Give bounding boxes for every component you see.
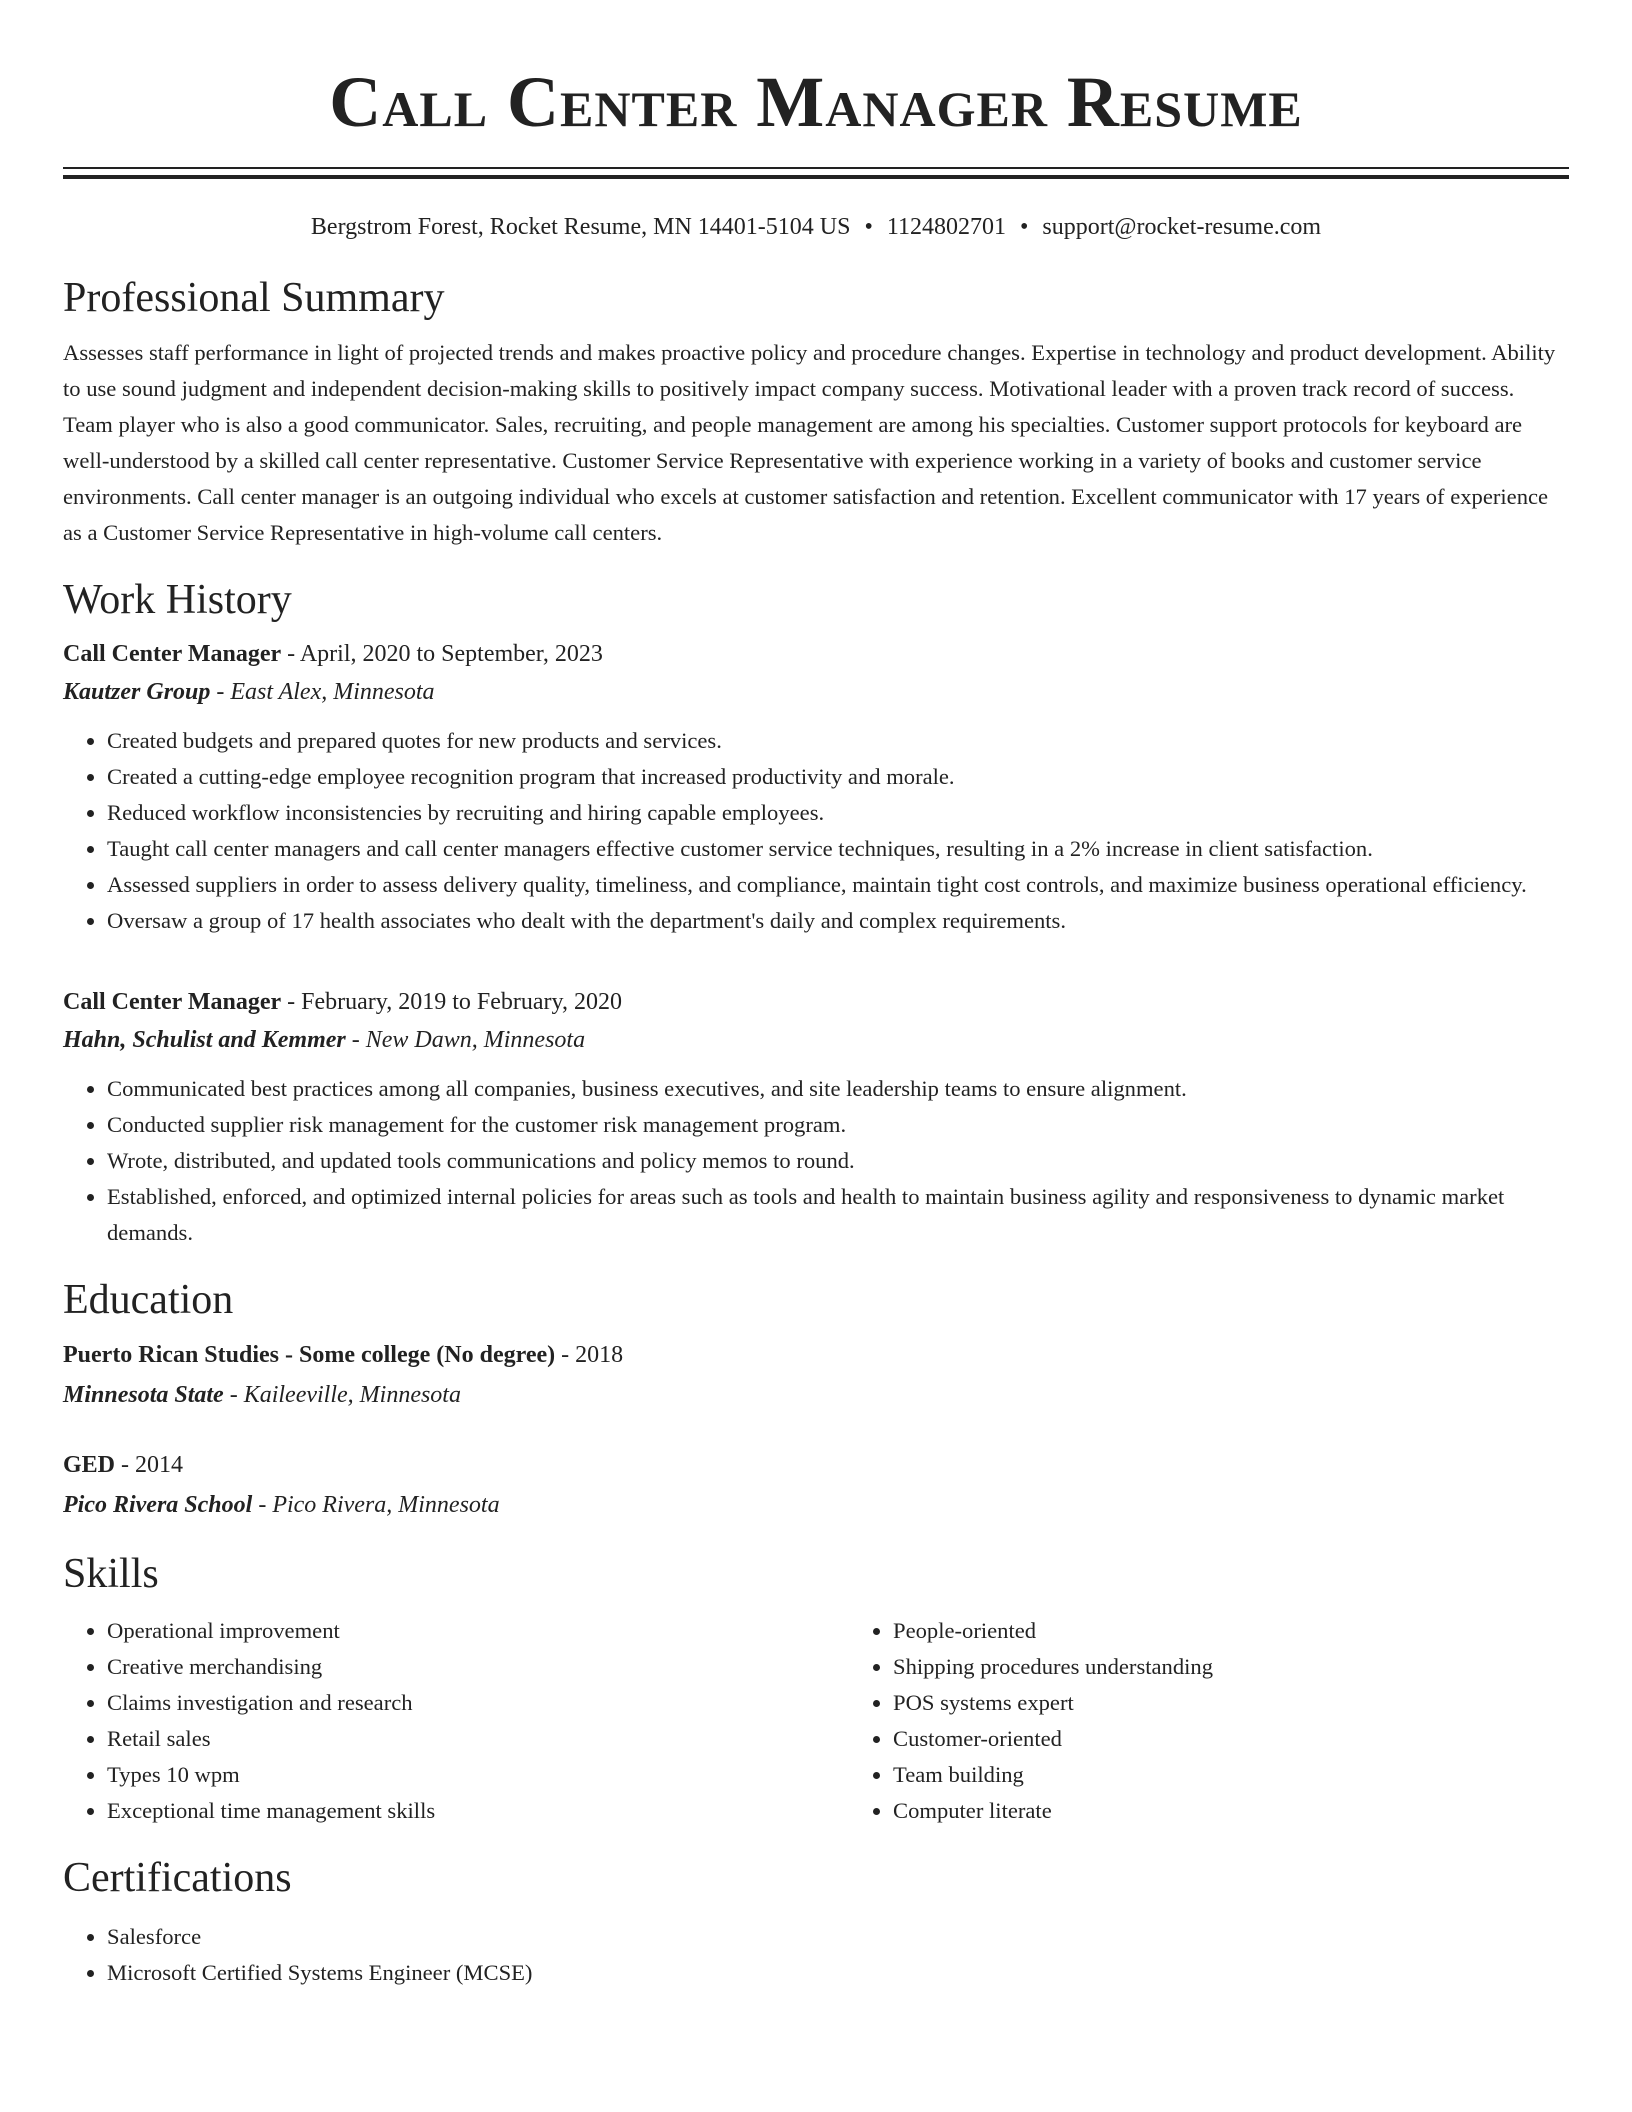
job-location: - New Dawn, Minnesota xyxy=(345,1027,586,1053)
job-bullets xyxy=(63,1071,1569,1251)
certification-item: • Microsoft Certified Systems Engineer (MCSE) xyxy=(107,1955,1569,1991)
certifications-section xyxy=(63,1853,1569,1991)
job-entry xyxy=(63,635,1569,939)
job-company-line xyxy=(63,1021,1569,1059)
skills-heading: Skills xyxy=(63,1551,159,1597)
job-bullet: • Communicated best practices among all companies, business executives, and site leadership teams to ensure alignment. xyxy=(107,1071,1569,1107)
education-degree: Puerto Rican Studies - Some college (No degree) xyxy=(63,1342,556,1368)
skills-list-right xyxy=(849,1613,1213,1829)
education-degree-line xyxy=(63,1445,1569,1485)
certifications-heading: Certifications xyxy=(63,1855,292,1901)
contact-separator: • xyxy=(864,214,873,240)
job-bullet: • Created budgets and prepared quotes for new products and services. xyxy=(107,723,1569,759)
job-title: Call Center Manager xyxy=(63,641,282,667)
education-degree: GED xyxy=(63,1452,116,1478)
job-bullet: • Established, enforced, and optimized internal policies for areas such as tools and health to maintain business agility and responsiveness to dynamic market demands. xyxy=(107,1179,1569,1251)
skills-columns xyxy=(63,1613,1569,1829)
contact-phone: 1124802701 xyxy=(886,214,1006,240)
contact-address: Bergstrom Forest, Rocket Resume, MN 14401-5104 US xyxy=(310,214,851,240)
education-year: - 2014 xyxy=(115,1452,184,1478)
work-history-section xyxy=(63,575,1569,1251)
resume-title: Call Center Manager Resume xyxy=(329,62,1303,142)
skill-item: • Creative merchandising xyxy=(107,1649,849,1685)
contact-separator: • xyxy=(1019,214,1029,240)
education-school: Minnesota State xyxy=(63,1382,224,1408)
job-bullets xyxy=(63,723,1569,939)
education-school: Pico Rivera School xyxy=(63,1492,253,1518)
skill-item: • People-oriented xyxy=(893,1613,1213,1649)
education-entry xyxy=(63,1335,1569,1415)
title-divider-thin xyxy=(63,167,1569,169)
job-bullet: • Reduced workflow inconsistencies by recruiting and hiring capable employees. xyxy=(107,795,1569,831)
skill-item: • Shipping procedures understanding xyxy=(893,1649,1213,1685)
skills-list-left xyxy=(63,1613,849,1829)
education-heading: Education xyxy=(63,1277,234,1323)
job-entry xyxy=(63,983,1569,1251)
job-title: Call Center Manager xyxy=(63,989,282,1015)
job-company: Hahn, Schulist and Kemmer xyxy=(63,1027,346,1053)
certification-item: • Salesforce xyxy=(107,1919,1569,1955)
job-title-line xyxy=(63,983,1569,1021)
skill-item: • Computer literate xyxy=(893,1793,1213,1829)
work-history-heading: Work History xyxy=(63,577,292,623)
summary-heading: Professional Summary xyxy=(63,275,445,321)
job-bullet: • Taught call center managers and call center managers effective customer service techniques, resulting in a 2% increase in client satisfaction. xyxy=(107,831,1569,867)
job-location: - East Alex, Minnesota xyxy=(210,679,435,705)
title-divider-thick xyxy=(63,175,1569,179)
skill-item: • Team building xyxy=(893,1757,1213,1793)
job-title-line xyxy=(63,635,1569,673)
education-school-line xyxy=(63,1375,1569,1415)
job-bullet: • Created a cutting-edge employee recognition program that increased productivity and morale. xyxy=(107,759,1569,795)
summary-text: Assesses staff performance in light of projected trends and makes proactive policy and procedure changes. Expertise in technology and product development. Ability to use sound judgment and independent decision-making skills to positively impact company success. Motivational leader with a proven track record of success. Team player who is also a good communicator. Sales, recruiting, and people management are among his specialties. Customer support protocols for keyboard are well-understood by a skilled call center representative. Customer Service Representative with experience working in a variety of books and customer service environments. Call center manager is an outgoing individual who excels at customer satisfaction and retention. Excellent communicator with 17 years of experience as a Customer Service Representative in high-volume call centers. xyxy=(63,340,1556,545)
job-bullet: • Wrote, distributed, and updated tools communications and policy memos to round. xyxy=(107,1143,1569,1179)
education-school-line xyxy=(63,1485,1569,1525)
job-bullet: • Assessed suppliers in order to assess delivery quality, timeliness, and compliance, maintain tight cost controls, and maximize business operational efficiency. xyxy=(107,867,1569,903)
certifications-list xyxy=(63,1919,1569,1991)
job-dates: - April, 2020 to September, 2023 xyxy=(281,641,603,667)
job-company-line xyxy=(63,673,1569,711)
education-year: - 2018 xyxy=(555,1342,624,1368)
education-location: - Kaileeville, Minnesota xyxy=(223,1382,461,1408)
job-company: Kautzer Group xyxy=(63,679,211,705)
skill-item: • Retail sales xyxy=(107,1721,849,1757)
skill-item: • Customer-oriented xyxy=(893,1721,1213,1757)
job-bullet: • Conducted supplier risk management for the customer risk management program. xyxy=(107,1107,1569,1143)
education-location: - Pico Rivera, Minnesota xyxy=(252,1492,500,1518)
skill-item: • Exceptional time management skills xyxy=(107,1793,849,1829)
skill-item: • Operational improvement xyxy=(107,1613,849,1649)
skill-item: • POS systems expert xyxy=(893,1685,1213,1721)
education-entry xyxy=(63,1445,1569,1525)
job-bullet: • Oversaw a group of 17 health associates who dealt with the department's daily and complex requirements. xyxy=(107,903,1569,939)
skill-item: • Claims investigation and research xyxy=(107,1685,849,1721)
skills-section xyxy=(63,1549,1569,1829)
education-degree-line xyxy=(63,1335,1569,1375)
contact-email: support@rocket-resume.com xyxy=(1042,214,1322,240)
job-dates: - February, 2019 to February, 2020 xyxy=(281,989,622,1015)
education-section xyxy=(63,1275,1569,1525)
skill-item: • Types 10 wpm xyxy=(107,1757,849,1793)
contact-line xyxy=(63,212,1569,242)
